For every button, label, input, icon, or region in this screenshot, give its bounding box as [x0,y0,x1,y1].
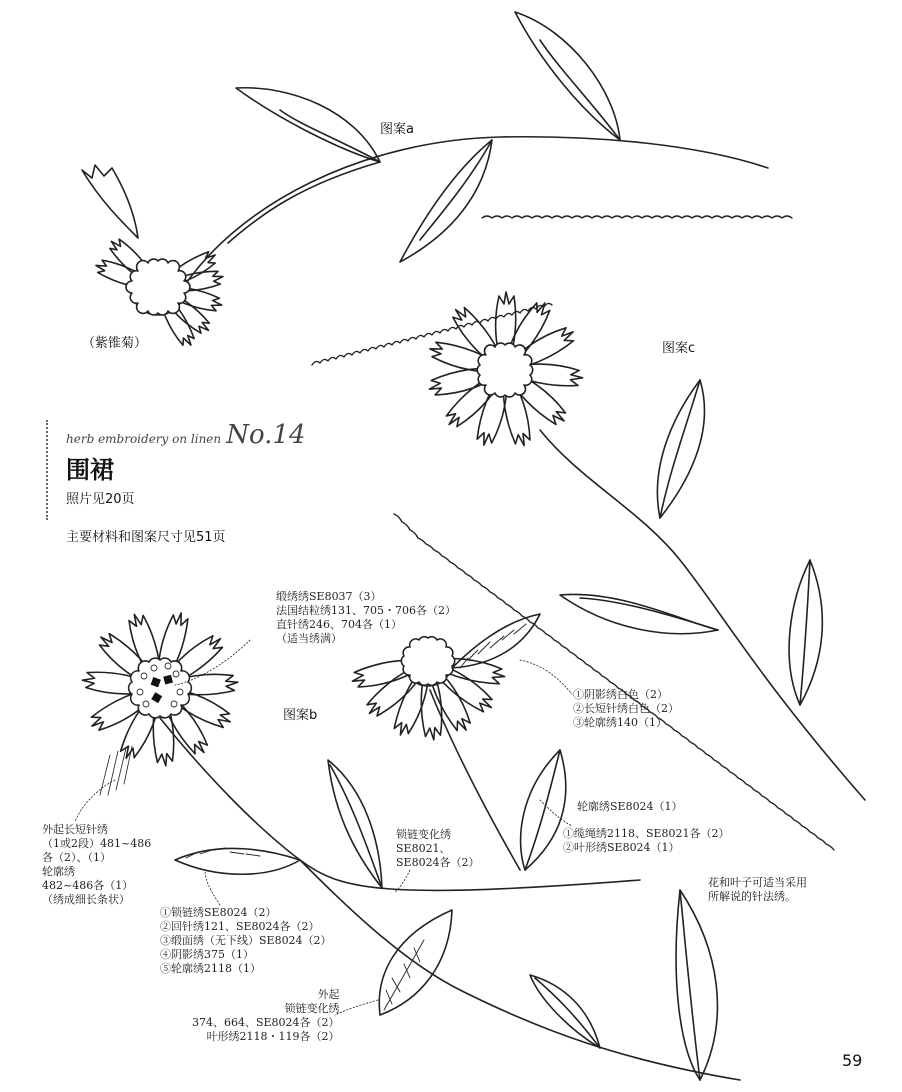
materials-reference: 主要材料和图案尺寸见51页 [66,530,226,545]
pattern-b-right-flower [350,637,507,741]
series-number: No.14 [226,420,306,450]
note-left-petal: 外起长短针绣 （1或2段）481~486 各（2）、（1） 轮廓绣 482~486各（1） （绣成细长条状） [42,823,152,906]
note-bud-stitches: ①缆绳绣2118、SE8021各（2） ②叶形绣SE8024（1） [563,827,730,854]
series-heading [66,420,306,450]
pattern-b-label: 图案b [283,708,318,723]
note-right-leaf: ①阴影绣白色（2） ②长短针绣白色（2） ③轮廓绣140（1） [573,688,679,729]
photo-reference: 照片见20页 [66,492,135,507]
note-flower-center: 缎绣绣SE8037（3） 法国结粒绣131、705・706各（2） 直针绣246、704各（1） （适当绣满） [276,590,456,645]
pattern-c-label: 图案c [662,341,696,356]
pattern-a-flower [93,235,224,349]
header-dotted-rule [46,420,51,520]
note-left-leaf: ①锁链绣SE8024（2） ②回针绣121、SE8024各（2） ③缎面绣（无下线）SE8024（2） ④阴影绣375（1） ⑤轮廓绣2118（1） [160,906,332,975]
pattern-c-stem-and-leaves [540,380,865,800]
pattern-a-label: 图案a [380,122,414,137]
note-bud-outline: 轮廓绣SE8024（1） [577,800,683,813]
pattern-a-loose-petal [82,165,138,238]
page-number: 59 [842,1051,863,1070]
page-title: 围裙 [66,456,114,484]
wavy-border-top [312,216,792,365]
note-stem-chain: 锁链变化绣 SE8021、 SE8024各（2） [396,828,480,869]
note-bottom-leaf: 外起 锁链变化绣 374、664、SE8024各（2） 叶形绣2118・119各（2） [192,988,340,1043]
series-script-text: herb embroidery on linen [66,432,222,446]
stitch-tip: 花和叶子可适当采用 所解说的针法绣。 [708,876,807,903]
pattern-a-stem [175,137,768,300]
pattern-b-left-flower [81,610,238,766]
flower-name-label: （紫锥菊） [82,336,148,351]
